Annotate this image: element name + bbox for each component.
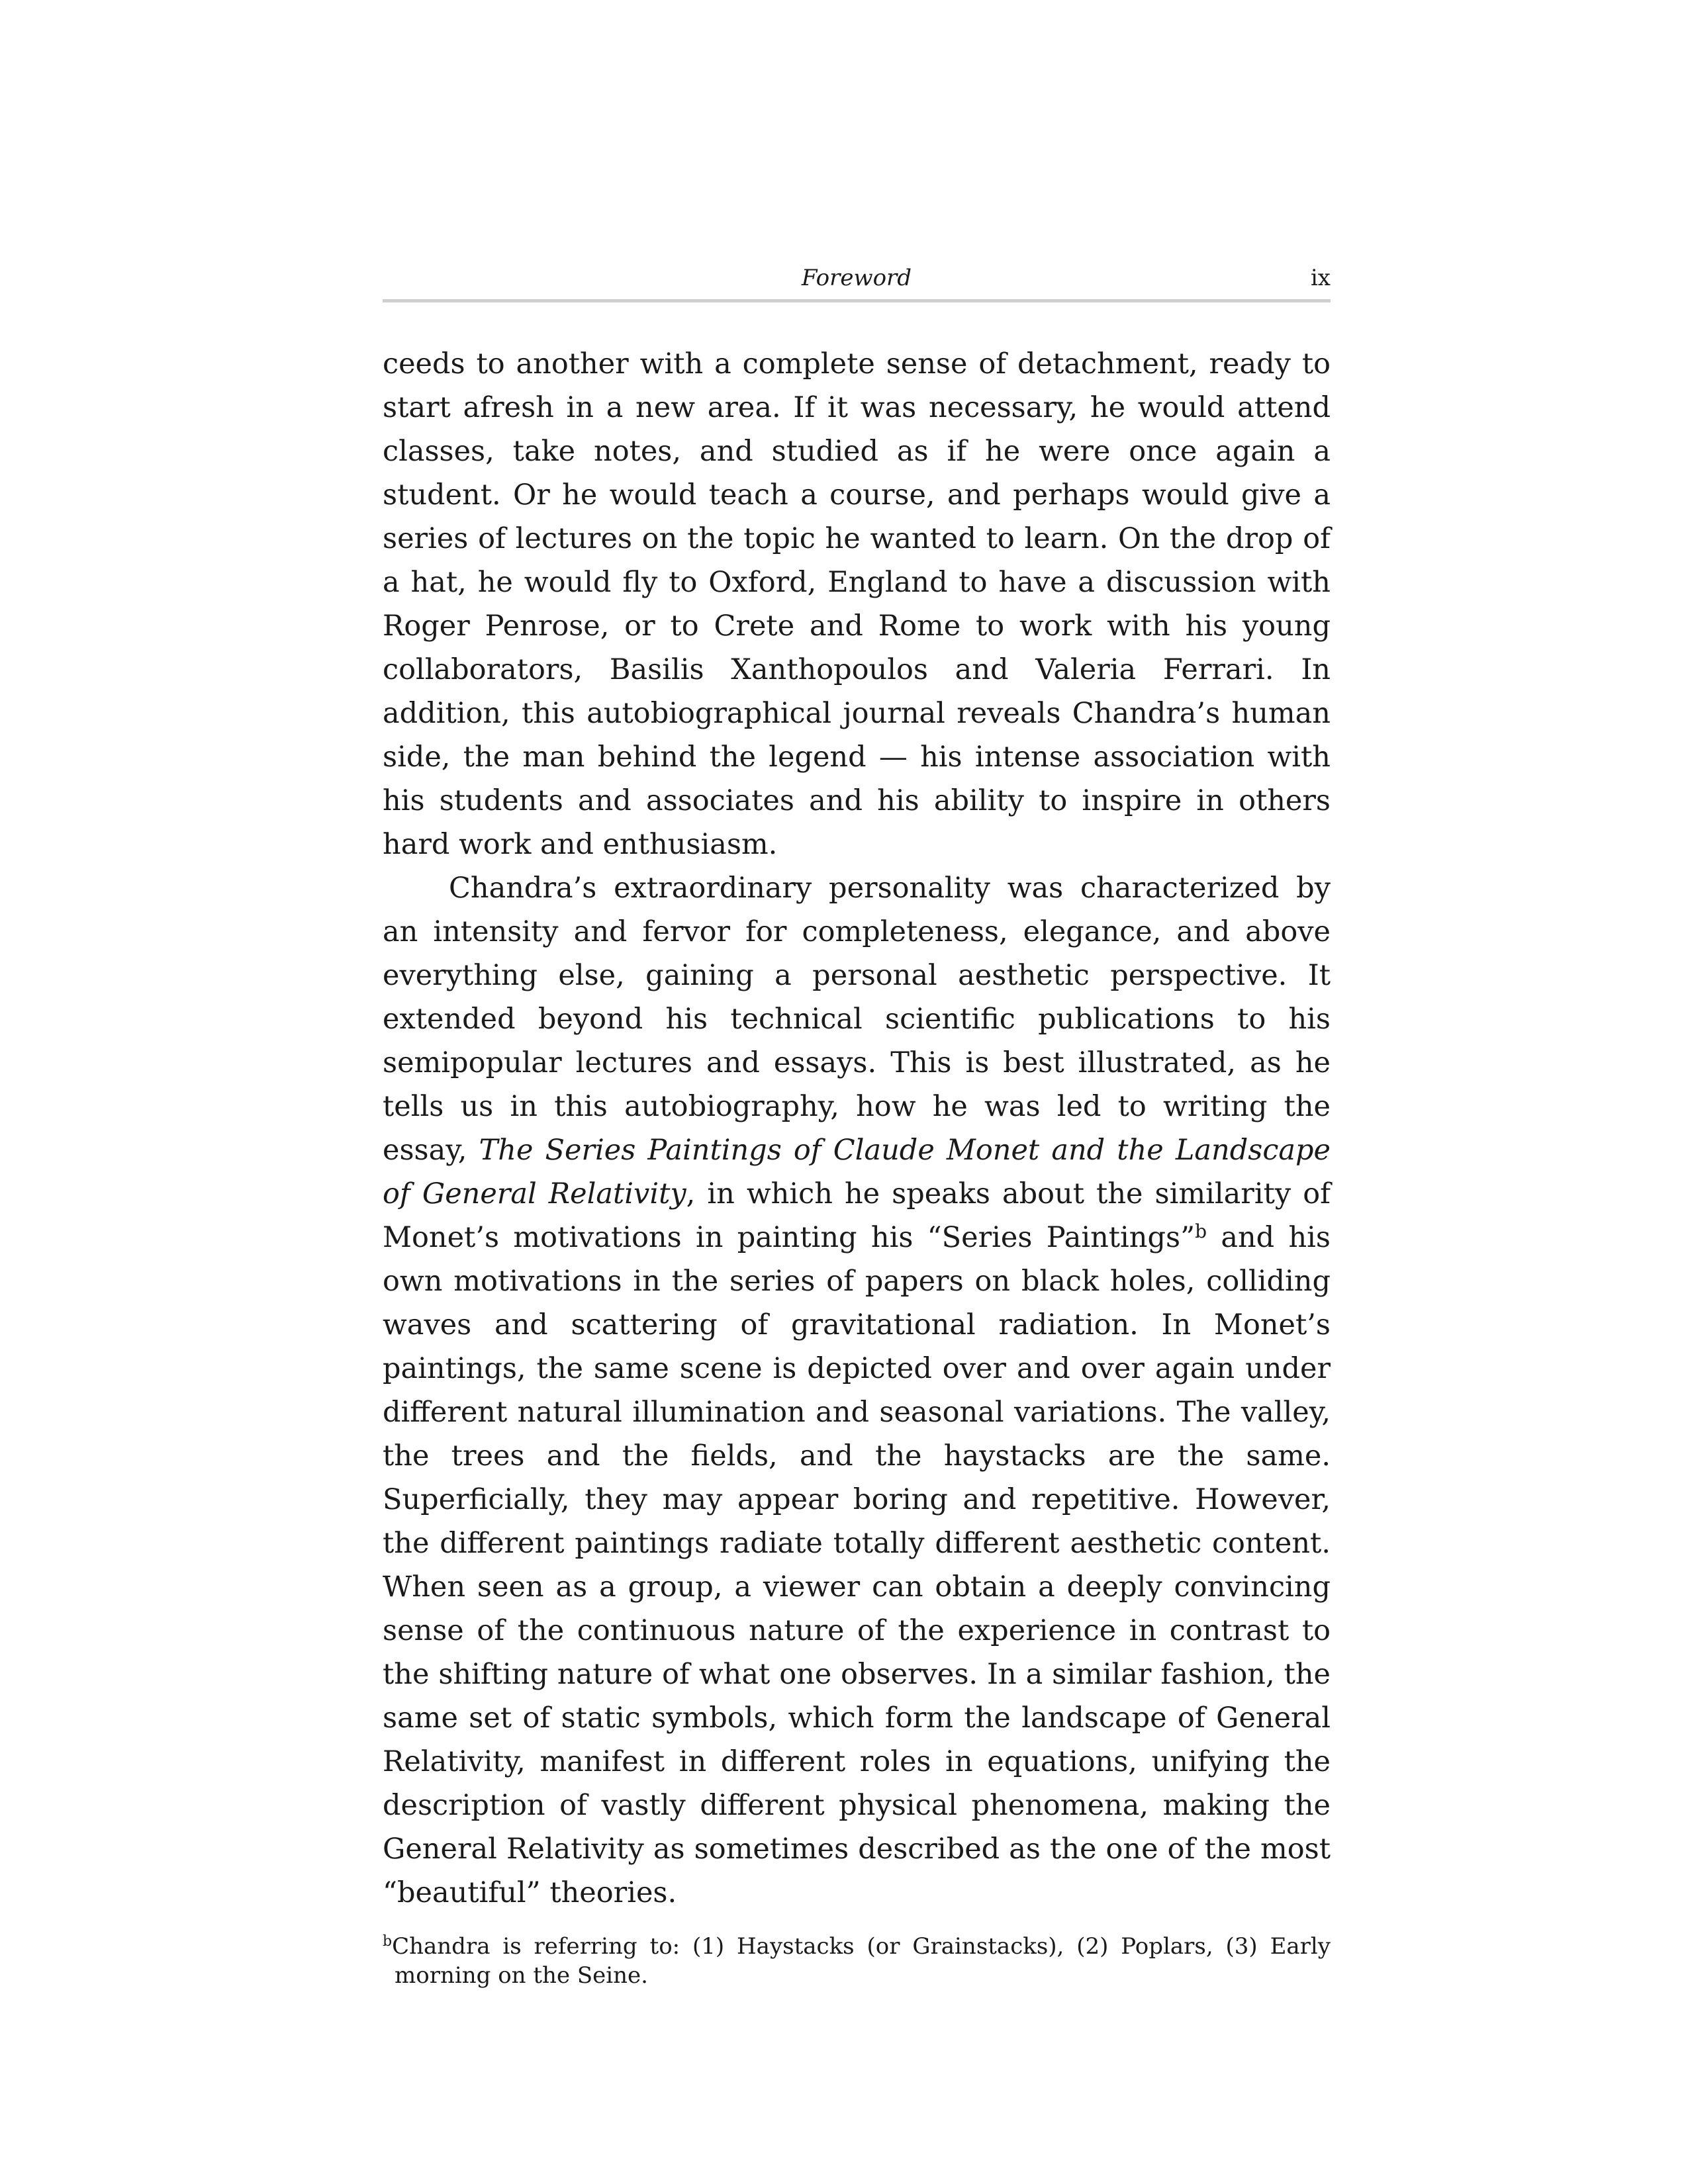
- footnote: [383, 1932, 1331, 1990]
- footnote-reference: b: [1195, 1220, 1207, 1242]
- paragraph-2-part-3: and his own motivations in the series of papers on black holes, colliding waves and scattering of gravitational radiation. In Monet’s paintings, the same scene is depicted over and over again under different natural illumination and seasonal variations. The valley, the trees and the fields, and the haystacks are the same. Superficially, they may appear boring and repetitive. However, the different paintings radiate totally different aesthetic content. When seen as a group, a viewer can obtain a deeply convincing sense of the continuous nature of the experience in contrast to the shifting nature of what one observes. In a similar fashion, the same set of static symbols, which form the landscape of General Relativity, manifest in different roles in equations, unifying the description of vastly different physical phenomena, making the General Relativity as sometimes described as the one of the most “beautiful” theories.: [383, 1221, 1331, 1909]
- footnote-mark: b: [383, 1933, 393, 1950]
- paragraph-1: ceeds to another with a complete sense of detachment, ready to start afresh in a new area. If it was necessary, he would attend classes, take notes, and studied as if he were once again a student. Or he would teach a course, and perhaps would give a series of lectures on the topic he wanted to learn. On the drop of a hat, he would fly to Oxford, England to have a discussion with Roger Penrose, or to Crete and Rome to work with his young collaborators, Basilis Xanthopoulos and Valeria Ferrari. In addition, this autobiographical journal reveals Chandra’s human side, the man behind the legend — his intense association with his students and associates and his ability to inspire in others hard work and enthusiasm.: [383, 347, 1331, 861]
- paragraph-2-part-2: , in which he speaks about the similarity of Monet’s motivations in painting his “Series Paintings”: [383, 1177, 1331, 1254]
- footnote-text: Chandra is referring to: (1) Haystacks (or Grainstacks), (2) Poplars, (3) Early morning on the Seine.: [392, 1933, 1331, 1989]
- running-head: [383, 259, 1331, 302]
- paragraph-2: [383, 866, 1331, 1915]
- page-number: ix: [1310, 265, 1331, 291]
- paragraph-2-part-1: Chandra’s extraordinary personality was characterized by an intensity and fervor for completeness, elegance, and above everything else, gaining a personal aesthetic perspective. It extended beyond his technical scientific publications to his semipopular lectures and essays. This is best illustrated, as he tells us in this autobiography, how he was led to writing the essay,: [383, 872, 1331, 1167]
- running-head-title: Foreword: [801, 265, 912, 291]
- essay-title: The Series Paintings of Claude Monet and the Landscape of General Relativity: [383, 1134, 1331, 1210]
- book-page: [383, 259, 1331, 1990]
- body-text: [383, 342, 1331, 1915]
